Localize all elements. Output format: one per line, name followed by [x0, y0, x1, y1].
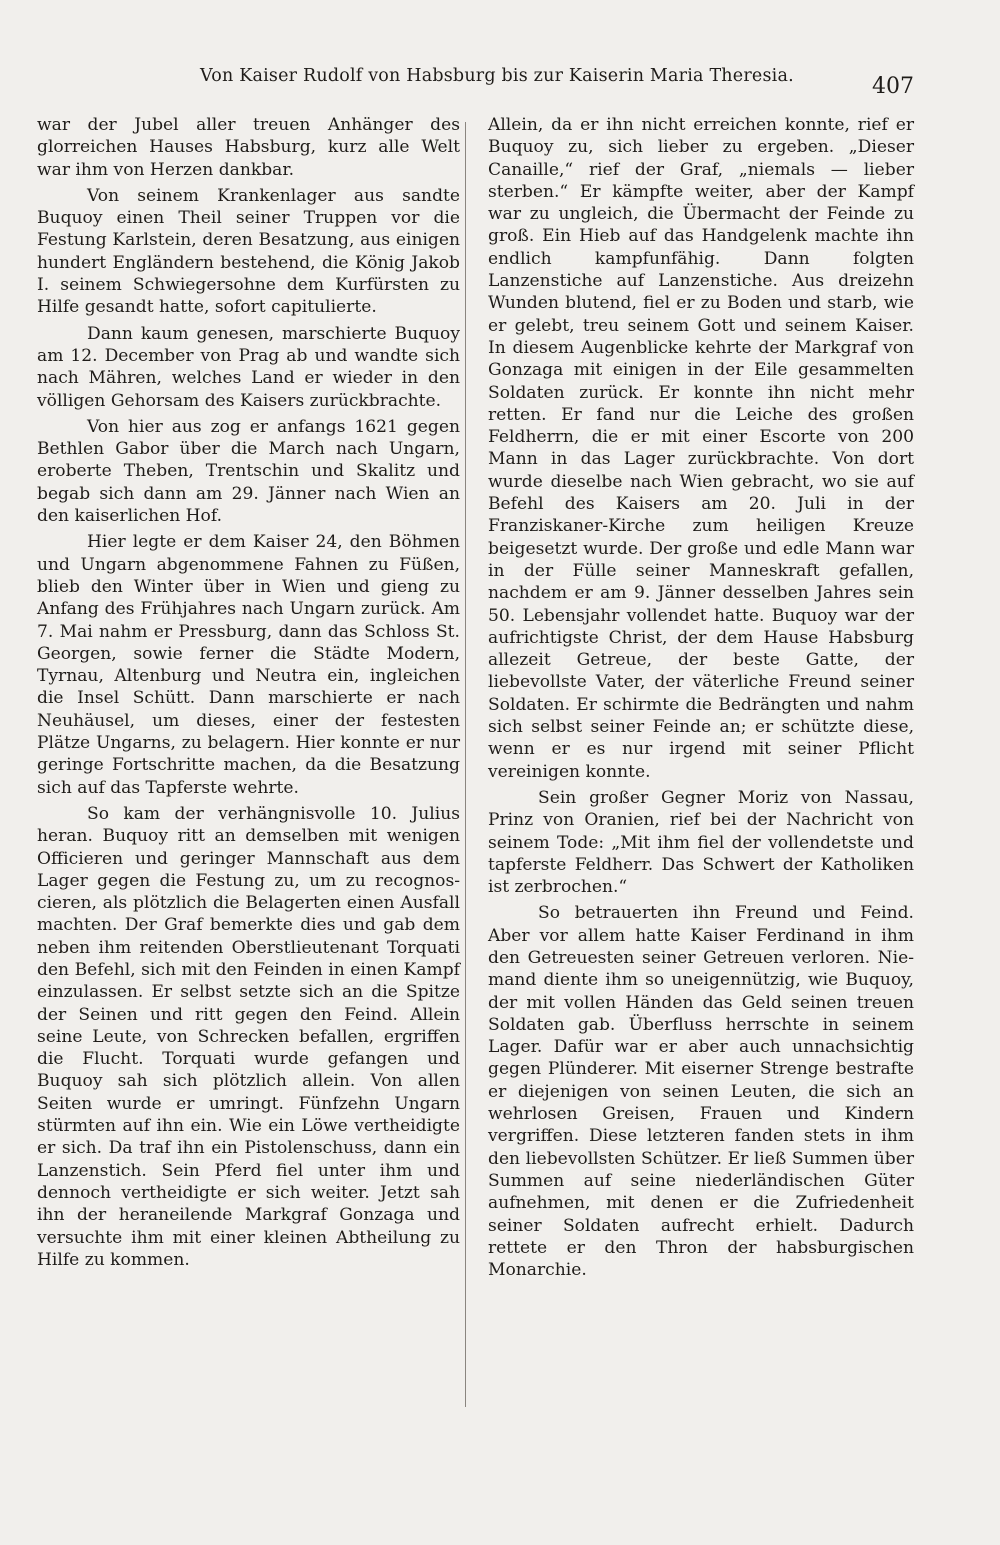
paragraph: Dann kaum genesen, marschierte Buquoy am 12. December von Prag ab und wandte sich nach Mähren, welches Land er wieder in den völligen Gehorsam des Kaisers zurückbrachte.	[37, 323, 460, 411]
paragraph: So kam der verhängnisvolle 10. Julius heran. Buquoy ritt an demselben mit wenigen Officieren und geringer Mannschaft aus dem Lager gegen die Festung zu, um zu recognoscieren, als plötzlich die Belagerten einen Ausfall machten. Der Graf bemerkte dies und gab dem neben ihm reitenden Oberstlieutenant Torquati den Befehl, sich mit den Feinden in einen Kampf einzulassen. Er selbst setzte sich an die Spitze der Seinen und ritt gegen den Feind. Allein seine Leute, von Schrecken befallen, ergriffen die Flucht. Torquati wurde gefangen und Buquoy sah sich plötzlich allein. Von allen Seiten wurde er umringt. Fünfzehn Ungarn stürmten auf ihn ein. Wie ein Löwe vertheidigte er sich. Da traf ihn ein Pistolenschuss, dann ein Lanzenstich. Sein Pferd fiel unter ihm und dennoch vertheidigte er sich weiter. Jetzt sah ihn der heraneilende Markgraf Gonzaga und versuchte ihm mit einer kleinen Abtheilung zu Hilfe zu kommen.	[37, 803, 460, 1270]
paragraph: Sein großer Gegner Moriz von Nassau, Prinz von Oranien, rief bei der Nachricht von seinem Tode: „Mit ihm fiel der vollendetste und tapferste Feldherr. Das Schwert der Katholiken ist zerbrochen.“	[488, 787, 914, 898]
left-column	[37, 114, 460, 1271]
right-column	[488, 114, 914, 1281]
page-number: 407	[872, 74, 914, 99]
paragraph: So betrauerten ihn Freund und Feind. Aber vor allem hatte Kaiser Ferdinand in ihm den Getreuesten seiner Getreuen verloren. Niemand diente ihm so uneigennützig, wie Buquoy, der mit vollen Händen das Geld seinen treuen Soldaten gab. Überfluss herrschte in seinem Lager. Dafür war er aber auch unnachsichtig gegen Plünderer. Mit eiserner Strenge bestrafte er diejenigen von seinen Leuten, die sich an wehrlosen Greisen, Frauen und Kindern vergriffen. Diese letzteren fanden stets in ihm den liebevollsten Schützer. Er ließ Summen über Summen auf seine niederländischen Güter aufnehmen, mit denen er die Zufriedenheit seiner Soldaten aufrecht erhielt. Dadurch rettete er den Thron der habsburgischen Monarchie.	[488, 903, 914, 1281]
paragraph: Von hier aus zog er anfangs 1621 gegen Bethlen Gabor über die March nach Ungarn, eroberte Theben, Trentschin und Skalitz und begab sich dann am 29. Jänner nach Wien an den kaiserlichen Hof.	[37, 416, 460, 527]
paragraph: Hier legte er dem Kaiser 24, den Böhmen und Ungarn abgenommene Fahnen zu Füßen, blieb den Winter über in Wien und gieng zu Anfang des Frühjahres nach Ungarn zurück. Am 7. Mai nahm er Pressburg, dann das Schloss St. Georgen, sowie ferner die Städte Modern, Tyrnau, Altenburg und Neutra ein, ingleichen die Insel Schütt. Dann marschierte er nach Neuhäusel, um dieses, einer der festesten Plätze Ungarns, zu belagern. Hier konnte er nur geringe Fortschritte machen, da die Besatzung sich auf das Tapferste wehrte.	[37, 532, 460, 798]
paragraph: Von seinem Krankenlager aus sandte Buquoy einen Theil seiner Truppen vor die Festung Karlstein, deren Besatzung, aus einigen hundert Engländern bestehend, die König Jakob I. seinem Schwiegersohne dem Kurfürsten zu Hilfe gesandt hatte, sofort capitulierte.	[37, 185, 460, 318]
column-divider	[465, 122, 466, 1407]
running-title: Von Kaiser Rudolf von Habsburg bis zur Kaiserin Maria Theresia.	[200, 66, 794, 86]
paragraph: war der Jubel aller treuen Anhänger des glorreichen Hauses Habsburg, kurz alle Welt war ihm von Herzen dankbar.	[37, 115, 460, 180]
paragraph: Allein, da er ihn nicht erreichen konnte, rief er Buquoy zu, sich lieber zu ergeben. „Dieser Canaille,“ rief der Graf, „niemals — lieber sterben.“ Er kämpfte weiter, aber der Kampf war zu ungleich, die Übermacht der Feinde zu groß. Ein Hieb auf das Handgelenk machte ihn endlich kampfunfähig. Dann folgten Lanzenstiche auf Lanzenstiche. Aus dreizehn Wunden blutend, fiel er zu Boden und starb, wie er gelebt, treu seinem Gott und seinem Kaiser. In diesem Augenblicke kehrte der Markgraf von Gonzaga mit einigen in der Eile gesammelten Soldaten zurück. Er konnte ihn nicht mehr retten. Er fand nur die Leiche des großen Feldherrn, die er mit einer Escorte von 200 Mann in das Lager zurückbrachte. Von dort wurde dieselbe nach Wien gebracht, wo sie auf Befehl des Kaisers am 20. Juli in der Franziskaner-Kirche zum heiligen Kreuze beigesetzt wurde. Der große und edle Mann war in der Fülle seiner Manneskraft gefallen, nachdem er am 9. Jänner desselben Jahres sein 50. Lebensjahr vollendet hatte. Buquoy war der aufrichtigste Christ, der dem Hause Habsburg allezeit Getreue, der beste Gatte, der liebevollste Vater, der väterliche Freund seiner Soldaten. Er schirmte die Bedrängten und nahm sich selbst seiner Feinde an; er schützte diese, wenn er es nur irgend mit seiner Pflicht vereinigen konnte.	[488, 115, 914, 782]
